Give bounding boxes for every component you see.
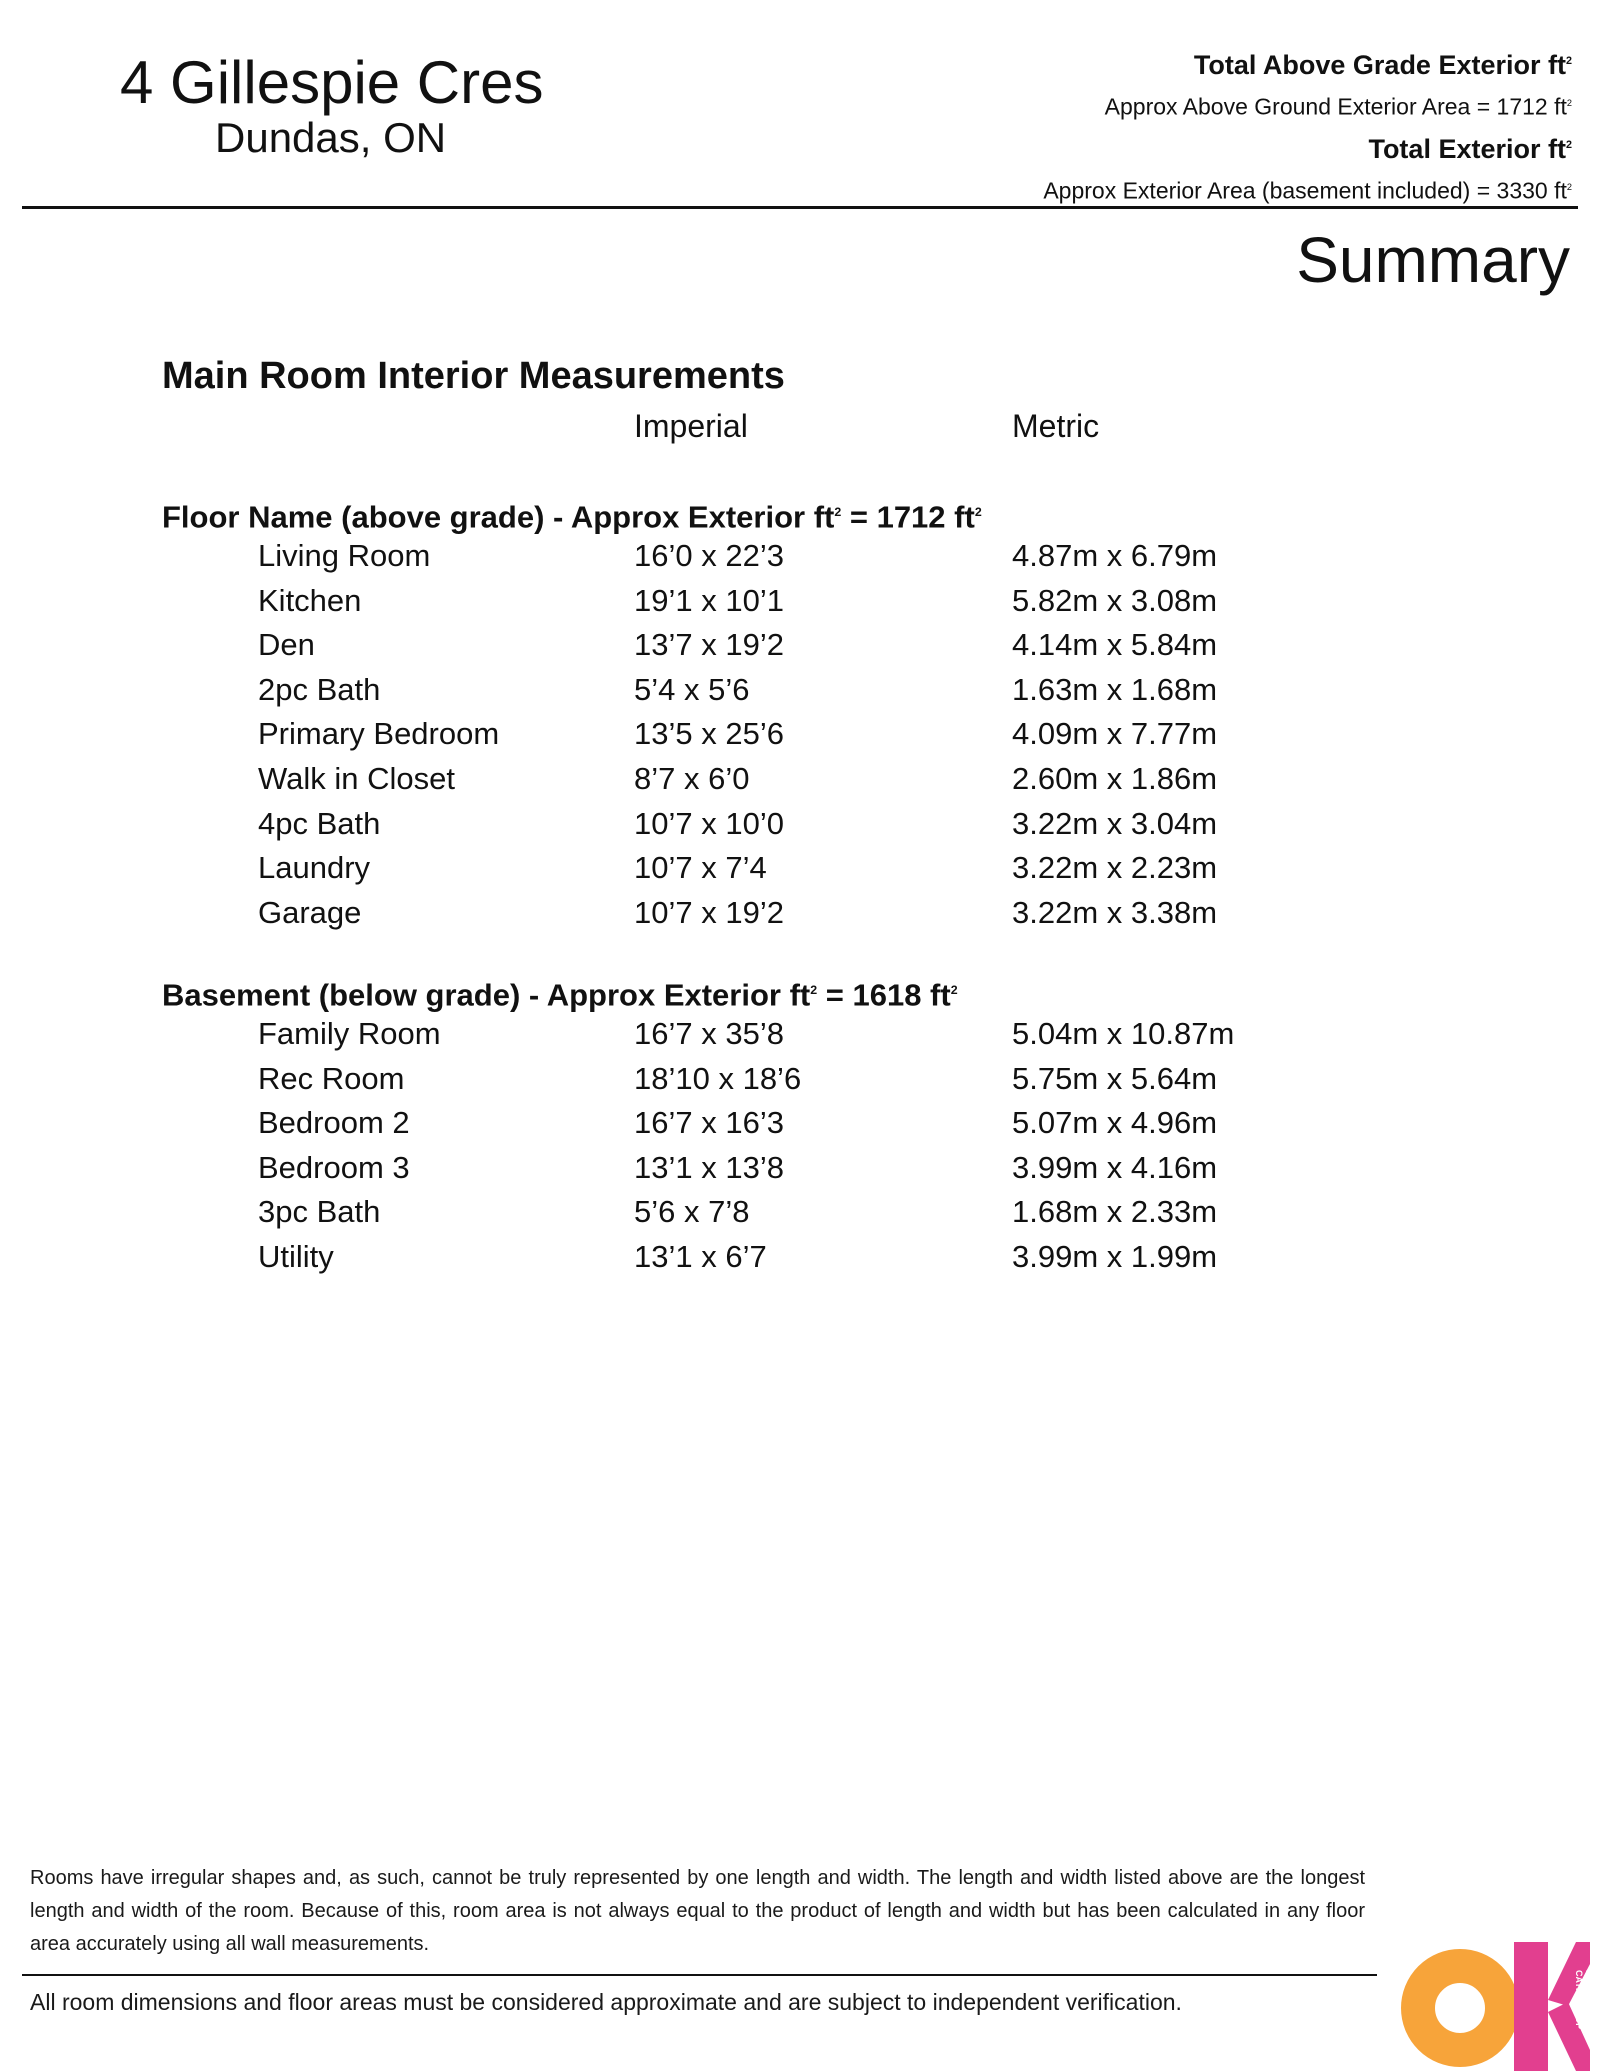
room-metric: 5.75m x 5.64m	[1012, 1060, 1218, 1096]
address-city: Dundas, ON	[215, 114, 447, 161]
room-name: Bedroom 2	[258, 1105, 410, 1141]
room-metric: 3.99m x 4.16m	[1012, 1149, 1218, 1185]
room-name: Rec Room	[258, 1060, 405, 1096]
logo-letter-o	[1418, 1966, 1502, 2050]
room-metric: 3.22m x 3.38m	[1012, 894, 1218, 930]
room-metric: 5.82m x 3.08m	[1012, 582, 1218, 618]
room-imperial: 5’4 x 5’6	[634, 671, 750, 707]
brand-logo	[1398, 1940, 1590, 2071]
room-row	[0, 802, 1600, 847]
room-imperial: 10’7 x 19’2	[634, 894, 784, 930]
room-name: Den	[258, 627, 315, 663]
room-metric: 5.07m x 4.96m	[1012, 1105, 1218, 1141]
room-row	[0, 1057, 1600, 1102]
room-metric: 1.68m x 2.33m	[1012, 1194, 1218, 1230]
room-list	[0, 1012, 1600, 1280]
room-imperial: 16’7 x 35’8	[634, 1016, 784, 1051]
room-name: Laundry	[258, 850, 371, 886]
room-imperial: 5’6 x 7’8	[634, 1194, 750, 1230]
column-header-metric: Metric	[1012, 408, 1100, 444]
room-metric: 3.99m x 1.99m	[1012, 1238, 1218, 1274]
room-row	[0, 534, 1600, 579]
total-heading: Total Exterior $ft^2$	[1368, 133, 1572, 164]
room-row	[0, 1012, 1600, 1057]
page-title: Summary	[1296, 224, 1570, 296]
room-row	[0, 623, 1600, 668]
room-name: 4pc Bath	[258, 805, 381, 841]
room-imperial: 13’5 x 25’6	[634, 716, 784, 752]
total-line: Approx Exterior Area (basement included) = 3330 $ft^2$	[1043, 177, 1572, 204]
room-imperial: 16’0 x 22’3	[634, 538, 784, 573]
room-list	[0, 534, 1600, 935]
room-imperial: 13’1 x 13’8	[634, 1149, 784, 1185]
above-grade-line: Approx Above Ground Exterior Area = 1712 $ft^2$	[1104, 93, 1572, 120]
totals-block	[1043, 42, 1572, 209]
room-metric: 1.63m x 1.68m	[1012, 671, 1218, 707]
room-name: Utility	[258, 1238, 334, 1274]
room-name: Kitchen	[258, 582, 362, 618]
footer-divider	[22, 1974, 1377, 1976]
room-imperial: 19’1 x 10’1	[634, 582, 784, 618]
logo-text-name: CATHY KOOP	[1574, 1970, 1584, 2030]
room-metric: 3.22m x 3.04m	[1012, 805, 1218, 841]
room-row	[0, 1190, 1600, 1235]
room-name: Bedroom 3	[258, 1149, 410, 1185]
room-row	[0, 846, 1600, 891]
room-name: Garage	[258, 894, 362, 930]
room-imperial: 8’7 x 6’0	[634, 760, 750, 796]
room-row	[0, 1146, 1600, 1191]
logo-text-tagline: PHOTOGRAPHY	[1584, 1970, 1591, 2025]
section-title: Main Room Interior Measurements	[162, 355, 785, 397]
room-name: Walk in Closet	[258, 760, 455, 796]
floor-heading: Basement (below grade) - Approx Exterior $ft^2 = 1618$ $ft^2$	[162, 977, 958, 1013]
header-divider	[22, 206, 1578, 209]
room-row	[0, 579, 1600, 624]
room-imperial: 13’7 x 19’2	[634, 627, 784, 663]
room-row	[0, 757, 1600, 802]
room-row	[0, 891, 1600, 936]
floor-heading: Floor Name (above grade) - Approx Exterior $ft^2 = 1712$ $ft^2$	[162, 499, 982, 535]
room-name: 2pc Bath	[258, 671, 381, 707]
room-row	[0, 1101, 1600, 1146]
disclaimer-text: Rooms have irregular shapes and, as such, cannot be truly represented by one length and width. The length and width listed above are the longest length and width of the room. Because of this, room area is not always equal to the product of length and width but has been calculated in any floor area accurately using all wall measurements.	[30, 1867, 1365, 1955]
approximation-note: All room dimensions and floor areas must be considered approximate and are subject to independent verification.	[30, 1989, 1182, 2015]
room-name: 3pc Bath	[258, 1194, 381, 1230]
room-metric: 4.09m x 7.77m	[1012, 716, 1218, 752]
room-metric: 4.87m x 6.79m	[1012, 538, 1218, 573]
room-name: Living Room	[258, 538, 431, 573]
room-imperial: 13’1 x 6’7	[634, 1238, 767, 1274]
room-name: Primary Bedroom	[258, 716, 500, 752]
room-row	[0, 712, 1600, 757]
above-grade-heading: Total Above Grade Exterior $ft^2$	[1193, 50, 1572, 80]
room-metric: 3.22m x 2.23m	[1012, 850, 1218, 886]
room-imperial: 18’10 x 18’6	[634, 1060, 802, 1096]
room-imperial: 10’7 x 10’0	[634, 805, 784, 841]
address-street: 4 Gillespie Cres	[120, 49, 544, 116]
room-metric: 4.14m x 5.84m	[1012, 627, 1218, 663]
room-name: Family Room	[258, 1016, 441, 1051]
room-row	[0, 1235, 1600, 1280]
room-metric: 2.60m x 1.86m	[1012, 760, 1218, 796]
column-header-imperial: Imperial	[634, 408, 748, 444]
room-row	[0, 668, 1600, 713]
room-imperial: 16’7 x 16’3	[634, 1105, 784, 1141]
room-metric: 5.04m x 10.87m	[1012, 1016, 1235, 1051]
room-imperial: 10’7 x 7’4	[634, 850, 767, 886]
